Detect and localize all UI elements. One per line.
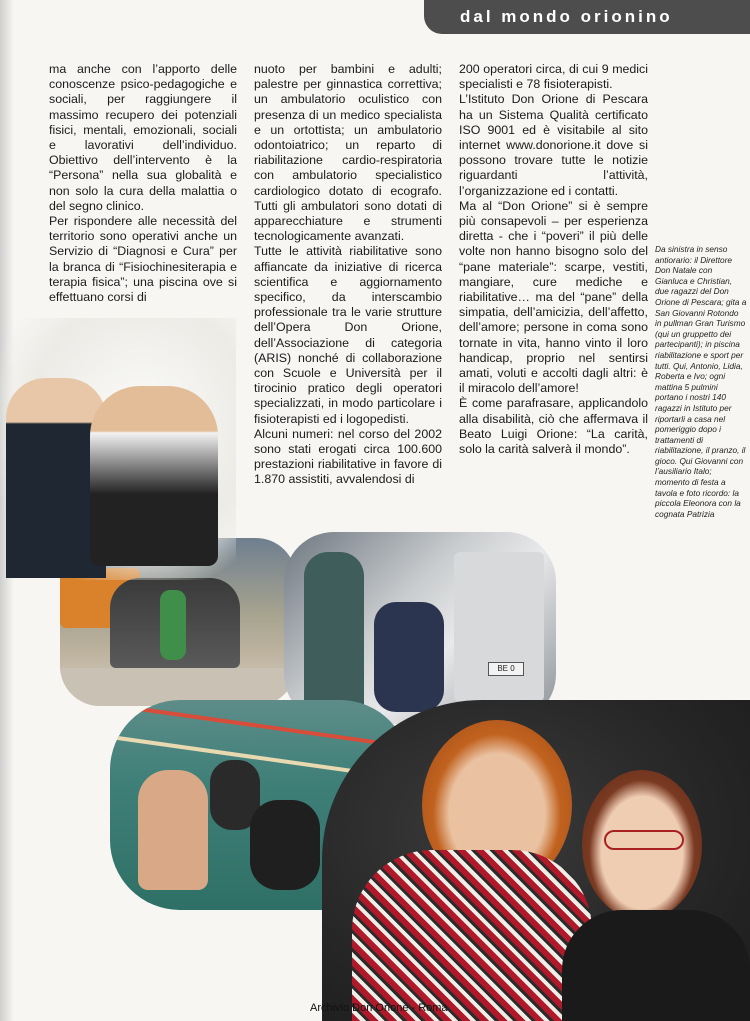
scarf-shape bbox=[352, 850, 592, 1021]
photo-caption: Da sinistra in senso antiorario: il Direttore Don Natale con Gianluca e Christian, due ragazzi del Don Orione di Pescara; gita a San Giovanni Rotondo in pullman Gran Turismo (qui un gruppetto dei partecipanti); in piscina riabilitazione e sport per tutti. Qui, Antonio, Lidia, Roberta e Ivo; ogni mattina 5 pulmini portano i nostri 140 ragazzi in Istituto per riportarli a casa nel pomeriggio dopo i trattamenti di riabilitazione, il pranzo, il gioco. Qui Giovanni con l’ausiliario Italo; momento di festa a tavola e foto ricordo: la piccola Eleonora con la cognata Patrizia bbox=[655, 244, 747, 519]
column-2-paragraph: Alcuni numeri: nel corso del 2002 sono stati erogati circa 100.600 prestazioni riabilitative in favore di 1.870 assistiti, avvalendosi di bbox=[254, 426, 442, 487]
column-2-paragraph: Tutte le attività riabilitative sono affiancate da iniziative di ricerca scientifica e aggiornamento specifico, da interscambio professionale tra le varie strutture dell’Opera Don Orione, dell’Associazione di categoria (ARIS) nonché di collaborazione con Scuole e Università per il tirocinio pratico degli operatori specializzati, in modo particolare i fisioterapisti ed i logopedisti. bbox=[254, 244, 442, 426]
swimmer-shape bbox=[138, 770, 208, 890]
van-shape bbox=[454, 552, 544, 702]
man-wheelchair-shape bbox=[374, 602, 444, 712]
archive-label: Archivio Don Orione - Roma bbox=[310, 1002, 448, 1014]
boy-shape bbox=[90, 386, 218, 566]
column-3-paragraph: Ma al “Don Orione” si è sempre più consapevoli – per esperienza diretta - che i “poveri” il più delle volte non hanno bisogno solo del “pane materiale”: scarpe, vestiti, mangiare, cure mediche e riabilitative… ma del “pane” della simpatia, dell’amicizia, dell’affetto, dell’amore; persone in coma sono tornate in vita, hanno vinto il loro handicap, proprio nel sentirsi amati, voluti e accolti dagli altri: è il miracolo dell’amore! bbox=[459, 198, 648, 396]
glasses-shape bbox=[604, 830, 684, 850]
swimmer-shape bbox=[250, 800, 320, 890]
license-plate: BE 0 bbox=[488, 662, 524, 676]
column-1-paragraph: ma anche con l’apporto delle conoscenze psico-pedagogiche e sociali, per raggiungere il massimo recupero dei potenziali fisici, mentali, emozionali, sociali e lavorativi dell’individuo. Obiettivo dell’intervento è la “Persona” nella sua globalità e non solo la cura della malattia o del segno clinico. bbox=[49, 62, 237, 213]
photo-director-boys bbox=[0, 318, 236, 580]
column-3-paragraph: È come parafrasare, applicandolo alla disabilità, ciò che affermava il Beato Luigi Orione: “La carità, solo la carità salverà il mondo”. bbox=[459, 396, 648, 457]
column-3-paragraph: L’Istituto Don Orione di Pescara ha un Sistema Qualità certificato ISO 9001 ed è visitabile al sito internet www.donorione.it dove si possono trovare tutte le notizie riguardanti l’attività, l’organizzazione ed i contatti. bbox=[459, 92, 648, 198]
text-column-3 bbox=[459, 62, 648, 457]
man-standing-shape bbox=[304, 552, 364, 712]
section-title: dal mondo orionino bbox=[460, 7, 673, 26]
section-header-tab bbox=[424, 0, 750, 34]
text-column-2 bbox=[254, 62, 442, 488]
sweater-shape bbox=[562, 910, 750, 1021]
column-2-paragraph: nuoto per bambini e adulti; palestre per ginnastica correttiva; un ambulatorio oculistico con presenza di un medico specialista e un ortottista; un ambulatorio odontoiatrico; un reparto di riabilitazione cardio-respiratoria con ambulatorio specialistico cardiologico dotato di ecografo. Tutti gli ambulatori sono dotati di apparecchiature e strumenti tecnologicamente avanzati. bbox=[254, 62, 442, 244]
text-column-1 bbox=[49, 62, 237, 305]
photo-women-portrait bbox=[322, 700, 750, 1021]
green-jacket-shape bbox=[160, 590, 186, 660]
column-1-paragraph: Per rispondere alle necessità del territorio sono operativi anche un Servizio di “Diagnosi e Cura” per la branca di “Fisiochinesiterapia e terapia fisica”; una piscina ove si effettuano corsi di bbox=[49, 214, 237, 305]
photo-minibus bbox=[284, 532, 556, 724]
column-3-paragraph: 200 operatori circa, di cui 9 medici specialisti e 78 fisioterapisti. bbox=[459, 62, 648, 92]
